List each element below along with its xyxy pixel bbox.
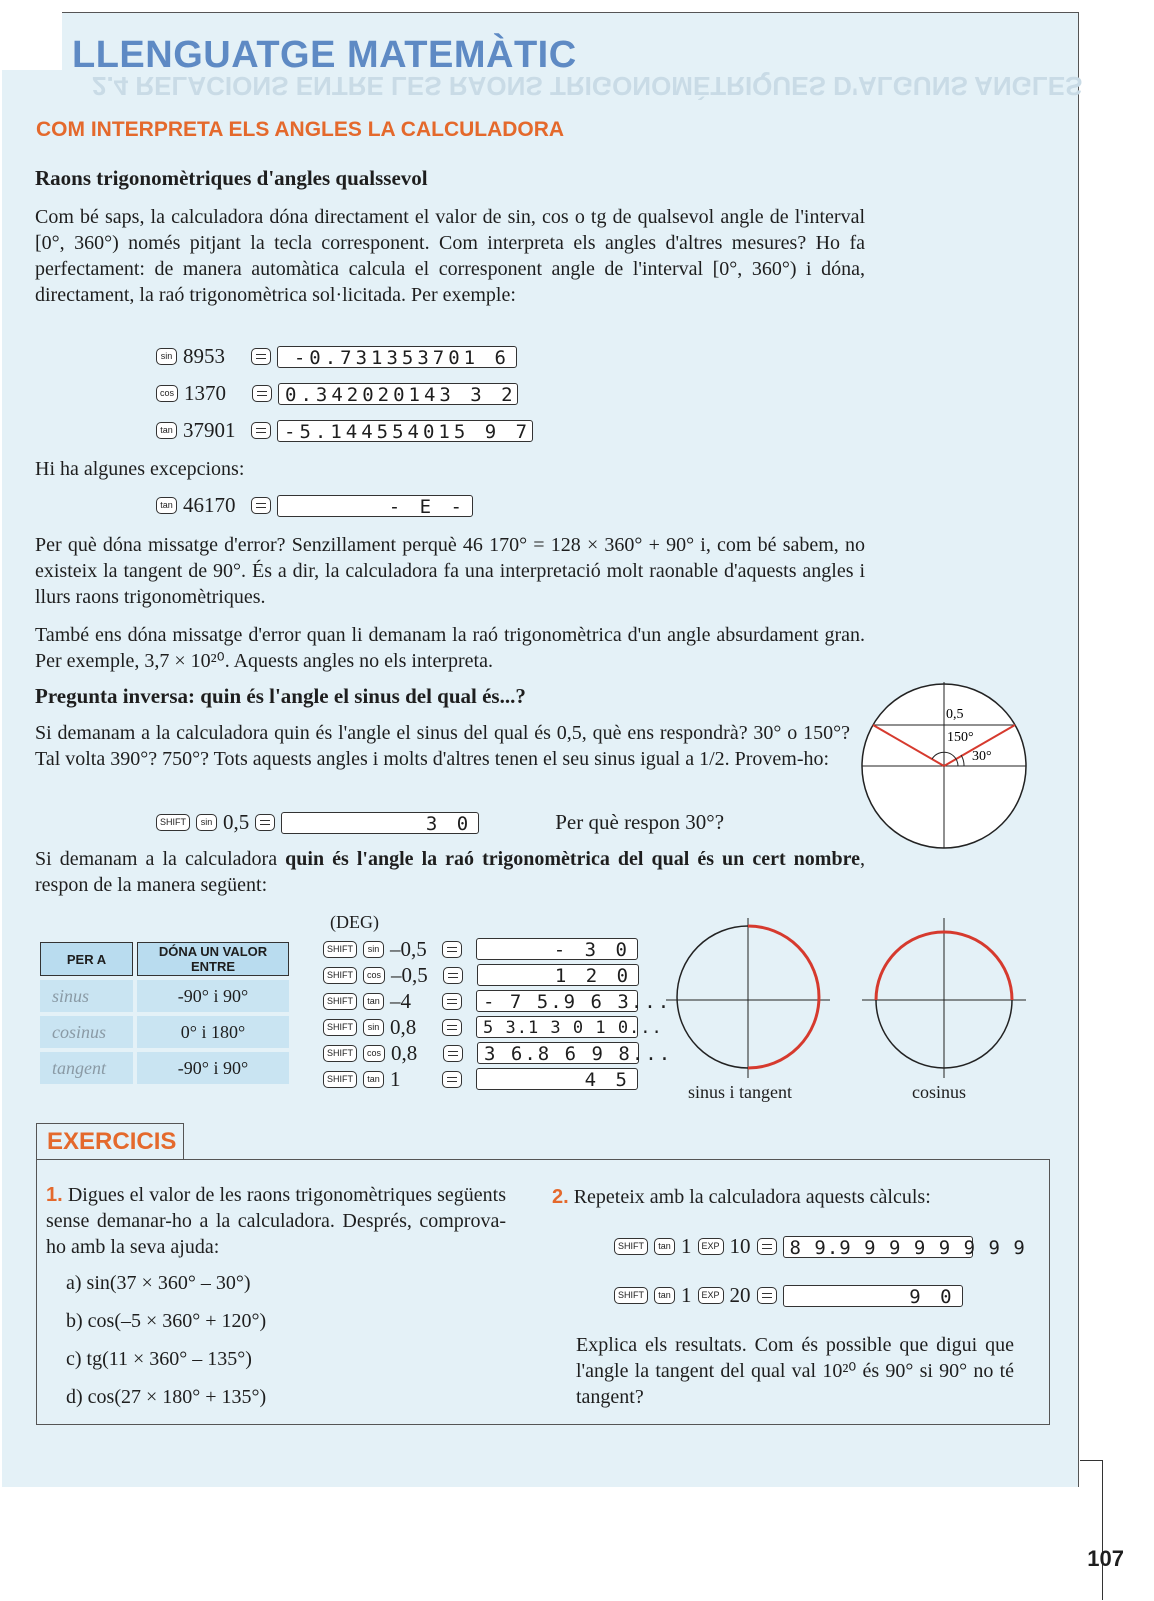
example-input: 8953 [183,344,225,368]
label-30: 30° [972,749,992,764]
calculator-display: 3 6.8 6 9 8... [477,1042,639,1064]
exercises-tab: EXERCICIS [36,1123,184,1159]
sin-key: sin [196,814,217,831]
tan-key: tan [654,1287,675,1304]
page-corner-stairs [1080,1460,1103,1501]
inverse-paragraph: Si demanam a la calculadora quin és l'angle el sinus del qual és 0,5, què ens respondrà? 30° o 150°? Tal volta 390°? 750°? Tots aquests angles i molts d'altres tenen el seu sinus igual a 1/2. Provem-ho: [35,722,850,770]
ex2-input-b: 10 [729,1234,751,1258]
calculator-display: 9 0 [783,1285,963,1307]
calculator-display: 3 0 [281,812,479,834]
exercise-2-row [614,1283,963,1308]
inverse-row [323,962,639,988]
intro-paragraph: Com bé saps, la calculadora dóna directament el valor de sin, cos o tg de qualsevol angle de l'interval [0°, 360°) només pitjant la tecla corresponent. Com interpreta els angles d'altres mesures? Ho fa perfectament: de manera automàtica calcula el corresponent angle de l'interval [0°, 360°) i dóna, directament, la raó trigonomètrica sol·licitada. Per exemple: [35,206,865,306]
example-row [156,381,518,406]
equals-key [757,1238,777,1255]
table-cell-fn: cosinus [40,1016,133,1048]
ex2-input-a: 1 [681,1234,692,1258]
equals-key [443,967,463,984]
inverse-input: 0,8 [391,1040,418,1065]
table-cell-range: -90° i 90° [137,980,289,1012]
fn-key: sin [363,941,384,958]
exp-key: EXP [698,1287,724,1304]
table-cell-fn: sinus [40,980,133,1012]
label-150: 150° [947,730,974,745]
inverse-input: –0,5 [390,936,427,961]
inverse-rows [323,936,673,1092]
tan-key: tan [156,422,177,439]
shift-key: SHIFT [323,1019,357,1036]
calculator-display: - 3 0 [476,938,638,960]
fn-key: cos [363,967,385,984]
example-input: 0,5 [223,810,250,834]
calculator-display: -5.144554015 9 7 [277,420,533,442]
shift-key: SHIFT [323,941,357,958]
equals-key [251,497,271,514]
inverse-input: –0,5 [391,962,428,987]
cos-key: cos [156,385,178,402]
equals-key [442,941,462,958]
table-cell-range: 0° i 180° [137,1016,289,1048]
calculator-display: -0.731353701 6 [277,346,517,368]
fn-key: cos [363,1045,385,1062]
fn-key: tan [363,1071,384,1088]
example-input: 37901 [183,418,236,442]
ex2-input-a: 1 [681,1283,692,1307]
equals-key [442,1071,462,1088]
equals-key [255,814,275,831]
equals-key [251,422,271,439]
table-row [40,1052,289,1084]
exercise-2-text: Repeteix amb la calculadora aquests càlculs: [573,1186,931,1208]
equals-key [442,1019,462,1036]
equals-key [252,385,272,402]
inverse-input: 0,8 [390,1014,417,1039]
page-corner-notch [0,0,62,70]
para5-a: Si demanam a la calculadora [35,848,286,870]
calculator-display: - 7 5.9 6 3... [476,990,638,1012]
calculator-display: 8 9.9 9 9 9 9 9 9 9 [783,1236,973,1258]
page-number: 107 [1087,1546,1124,1571]
ghost-mirror-text: 2.4 RELACIONS ENTRE LES RAONS TRIGONOMÈTRIQUES D'ALGUNS ANGLES [92,71,1083,101]
subheading-any-angles: Raons trigonomètriques d'angles qualssevol [35,166,428,190]
para5-c: , respon de la manera següent: [35,848,865,896]
shift-key: SHIFT [156,814,190,831]
exp-key: EXP [698,1238,724,1255]
exercise-1-text: Digues el valor de les raons trigonomètriques següents sense demanar-ho a la calculadora. Després, comprova-ho amb la seva ajuda: [46,1184,507,1258]
inverse-row [323,1066,639,1092]
shift-key: SHIFT [323,993,357,1010]
page-title: LLENGUATGE MATEMÀTIC [72,34,577,76]
exercise-2-explain: Explica els resultats. Com és possible que digui que l'angle la tangent del qual val 10²⁰ és 90° si 90° no té tangent? [576,1334,1014,1408]
shift-key: SHIFT [323,967,357,984]
error-paragraph: Per què dóna missatge d'error? Senzillament perquè 46 170° = 128 × 360° + 90° i, com bé sabem, no existeix la tangent de 90°. És a dir, la calculadora fa una interpretació molt raonable d'aquests angles i llurs raons trigonomètriques. [35,534,865,608]
table-header-for: PER A [40,942,133,976]
section-heading: COM INTERPRETA ELS ANGLES LA CALCULADORA [36,118,565,141]
calculator-display: 1 2 0 [477,964,639,986]
exercise-1-item: c) tg(11 × 360° – 135°) [66,1348,252,1370]
inverse-row [323,936,639,962]
example-input: 46170 [183,493,236,517]
table-header-range: DÓNA UN VALOR ENTRE [137,942,289,976]
calculator-display: - E - [277,495,473,517]
calculator-display: 0.342020143 3 2 [278,383,518,405]
cosine-caption: cosinus [912,1082,966,1102]
exercise-1-item: b) cos(–5 × 360° + 120°) [66,1310,267,1332]
exercise-2 [552,1184,931,1210]
calculator-display: 4 5 [476,1068,638,1090]
large-angle-paragraph: També ens dóna missatge d'error quan li demanam la raó trigonomètrica d'un angle absurdament gran. Per exemple, 3,7 × 10²⁰. Aquests angles no els interpreta. [35,624,865,672]
table-cell-fn: tangent [40,1052,133,1084]
inverse-example-row [156,810,724,835]
sin-tan-caption: sinus i tangent [688,1082,792,1102]
inverse-row [323,1014,663,1040]
table-cell-range: -90° i 90° [137,1052,289,1084]
equals-key [442,993,462,1010]
tan-key: tan [156,497,177,514]
fn-key: sin [363,1019,384,1036]
table-row [40,980,289,1012]
inverse-input: –4 [390,988,411,1013]
range-table [36,938,293,1088]
unit-circle-figure [860,680,1030,850]
shift-key: SHIFT [323,1045,357,1062]
shift-key: SHIFT [614,1238,648,1255]
shift-key: SHIFT [323,1071,357,1088]
example-input: 1370 [184,381,227,405]
equals-key [251,348,271,365]
equals-key [443,1045,463,1062]
para5-bold: quin és l'angle la raó trigonomètrica del qual és un cert nombre [285,848,860,870]
ex2-input-b: 20 [729,1283,751,1307]
inverse-input: 1 [390,1066,401,1091]
shift-key: SHIFT [614,1287,648,1304]
exercise-1 [46,1182,506,1260]
exercise-1-item: d) cos(27 × 180° + 135°) [66,1386,267,1408]
exceptions-label: Hi ha algunes excepcions: [35,458,245,480]
exception-row [156,493,473,518]
example-row [156,418,533,443]
table-row [40,1016,289,1048]
fn-key: tan [363,993,384,1010]
equals-key [757,1287,777,1304]
inverse-intro-paragraph [35,846,865,898]
inverse-row [323,988,672,1014]
exercise-1-number: 1. [46,1184,63,1206]
sin-tan-circle-figure [664,918,834,1078]
subheading-inverse: Pregunta inversa: quin és l'angle el sinus del qual és...? [35,684,526,708]
tan-key: tan [654,1238,675,1255]
label-half: 0,5 [946,707,964,722]
deg-label: (DEG) [330,912,379,932]
calculator-display: 5 3.1 3 0 1 0... [476,1016,638,1038]
example-row [156,344,517,369]
exercise-2-number: 2. [552,1186,569,1208]
cosine-circle-figure [860,918,1030,1078]
sin-key: sin [156,348,177,365]
exercise-1-item: a) sin(37 × 360° – 30°) [66,1272,251,1294]
inverse-row [323,1040,673,1066]
exercise-2-row [614,1234,1026,1259]
inverse-question: Per què respon 30°? [555,810,725,834]
